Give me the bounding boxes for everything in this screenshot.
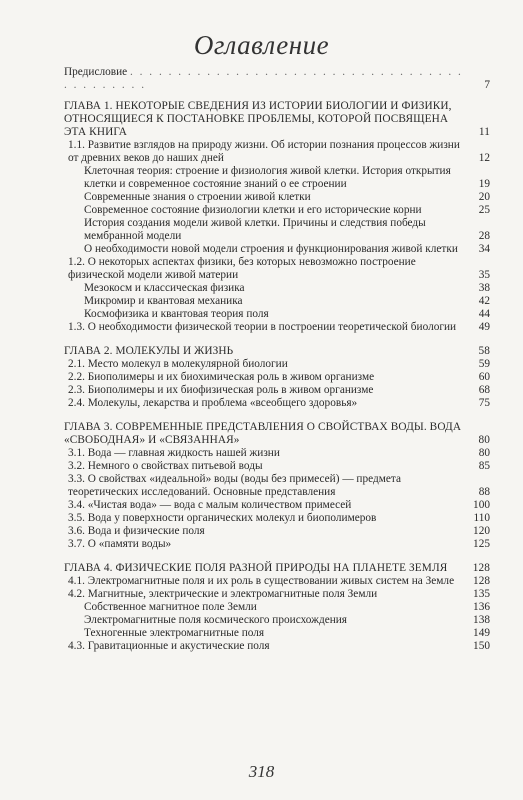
toc-section-2-1 [64,358,490,371]
toc-page-number: 135 [473,588,490,600]
toc-entry-text: 1.1. Развитие взглядов на природу жизни. Об истории познания процессов жизни от древних веков до наших дней [68,139,460,164]
toc-entry-text: ГЛАВА 3. СОВРЕМЕННЫЕ ПРЕДСТАВЛЕНИЯ О СВОЙСТВАХ ВОДЫ. ВОДА «СВОБОДНАЯ» И «СВЯЗАННАЯ» [64,421,462,446]
toc-section-1-3 [64,321,490,334]
toc-section-3-2 [64,460,490,473]
toc-entry-text: 1.3. О необходимости физической теории в построении теоретической биологии [68,321,457,333]
toc-page-number: 136 [473,601,490,613]
toc-entry-text: 2.3. Биополимеры и их биофизическая роль в живом организме [68,384,374,396]
toc-entry-text: 4.1. Электромагнитные поля и их роль в существовании живых систем на Земле [68,575,455,587]
toc-page-number: 59 [478,358,490,370]
toc-entry-text: 3.2. Немного о свойствах питьевой воды [68,460,263,472]
toc-page-number: 138 [473,614,490,626]
toc-entry-text: О необходимости новой модели строения и функционирования живой клетки [84,243,458,255]
toc-page-number: 20 [478,191,490,203]
toc-entry-text: История создания модели живой клетки. Причины и следствия победы мембранной модели [84,217,426,242]
toc-page-number: 38 [478,282,490,294]
toc-section-4-2 [64,588,490,601]
toc-section-3-6 [64,525,490,538]
toc-page-number: 28 [478,230,490,242]
toc-page-number: 49 [478,321,490,333]
toc-page-number: 68 [478,384,490,396]
toc-page-number: 100 [473,499,490,511]
toc-section-1-2 [64,256,490,282]
toc-page-number: 19 [478,178,490,190]
toc-page-number: 11 [478,126,490,138]
table-of-contents [64,66,490,653]
toc-entry-preface [64,66,490,92]
toc-page-number: 128 [473,575,490,587]
toc-section-3-5 [64,512,490,525]
toc-subsection [64,191,490,204]
toc-entry-text: 2.2. Биополимеры и их биохимическая роль в живом организме [68,371,375,383]
toc-section-3-4 [64,499,490,512]
toc-chapter-1 [64,100,490,139]
toc-page-number: 7 [484,79,490,91]
toc-page-number: 42 [478,295,490,307]
toc-section-3-1 [64,447,490,460]
toc-subsection [64,601,490,614]
toc-page-number: 25 [478,204,490,216]
toc-page-number: 44 [478,308,490,320]
toc-entry-text: Собственное магнитное поле Земли [84,601,257,613]
toc-subsection [64,282,490,295]
toc-entry-text: 3.3. О свойствах «идеальной» воды (воды без примесей) — предмета теоретических исследований. Основные представления [68,473,401,498]
toc-entry-text: ГЛАВА 4. ФИЗИЧЕСКИЕ ПОЛЯ РАЗНОЙ ПРИРОДЫ НА ПЛАНЕТЕ ЗЕМЛЯ [64,562,448,574]
toc-entry-text: ГЛАВА 1. НЕКОТОРЫЕ СВЕДЕНИЯ ИЗ ИСТОРИИ БИОЛОГИИ И ФИЗИКИ, ОТНОСЯЩИЕСЯ К ПОСТАНОВКЕ ПРОБЛЕМЫ, КОТОРОЙ ПОСВЯЩЕНА ЭТА КНИГА [64,100,452,138]
toc-entry-text: Современное состояние физиологии клетки и его исторические корни [84,204,422,216]
toc-entry-text: 3.5. Вода у поверхности органических молекул и биополимеров [68,512,377,524]
toc-entry-text: 3.4. «Чистая вода» — вода с малым количеством примесей [68,499,352,511]
toc-section-2-4 [64,397,490,410]
toc-subsection [64,204,490,217]
toc-entry-text: Космофизика и квантовая теория поля [84,308,269,320]
toc-entry-text: 4.2. Магнитные, электрические и электромагнитные поля Земли [68,588,378,600]
toc-page-number: 80 [478,447,490,459]
toc-page-number: 35 [478,269,490,281]
toc-section-3-3 [64,473,490,499]
toc-page-number: 128 [472,562,490,574]
toc-section-4-3 [64,640,490,653]
toc-entry-text: 4.3. Гравитационные и акустические поля [68,640,270,652]
toc-subsection [64,217,490,243]
toc-section-4-1 [64,575,490,588]
toc-page-number: 85 [478,460,490,472]
toc-entry-text: 3.7. О «памяти воды» [68,538,172,550]
page-number: 318 [248,762,275,781]
toc-page-number: 75 [478,397,490,409]
toc-subsection [64,243,490,256]
toc-chapter-2 [64,345,490,358]
toc-page-number: 80 [478,434,490,446]
toc-page-number: 12 [478,152,490,164]
toc-subsection [64,627,490,640]
toc-section-2-3 [64,384,490,397]
toc-entry-text: Электромагнитные поля космического происхождения [84,614,348,626]
toc-section-3-7 [64,538,490,551]
toc-entry-text: Современные знания о строении живой клетки [84,191,311,203]
toc-page-number: 120 [473,525,490,537]
toc-entry-text: 3.6. Вода и физические поля [68,525,205,537]
toc-entry-text: Клеточная теория: строение и физиология живой клетки. История открытия клетки и современное состояние знаний о ее строении [84,165,451,190]
toc-page-number: 150 [473,640,490,652]
toc-entry-text: Техногенные электромагнитные поля [84,627,265,639]
toc-page-number: 88 [478,486,490,498]
toc-page-number: 58 [478,345,490,357]
toc-entry-text: 2.1. Место молекул в молекулярной биологии [68,358,288,370]
page-title: Оглавление [193,30,330,60]
toc-chapter-3 [64,421,490,447]
toc-chapter-4 [64,562,490,575]
toc-page-number: 110 [473,512,490,524]
toc-section-2-2 [64,371,490,384]
toc-section-1-1 [64,139,490,165]
toc-page-number: 34 [478,243,490,255]
toc-subsection [64,295,490,308]
toc-subsection [64,614,490,627]
toc-page-number: 125 [473,538,490,550]
toc-entry-text: Микромир и квантовая механика [84,295,243,307]
leader-dots: . . . . . . . . . . . . . . . . . . . . . . . . . . . . . . . . . . . . . . . . . . . . [64,66,463,91]
toc-subsection [64,308,490,321]
toc-entry-text: Мезокосм и классическая физика [84,282,245,294]
toc-entry-text: ГЛАВА 2. МОЛЕКУЛЫ И ЖИЗНЬ [64,345,234,357]
toc-page-number: 60 [478,371,490,383]
toc-subsection [64,165,490,191]
toc-entry-text: Предисловие [64,66,128,78]
toc-page-number: 149 [473,627,490,639]
toc-entry-text: 2.4. Молекулы, лекарства и проблема «всеобщего здоровья» [68,397,358,409]
toc-entry-text: 1.2. О некоторых аспектах физики, без которых невозможно построение физической модели живой материи [68,256,416,281]
toc-entry-text: 3.1. Вода — главная жидкость нашей жизни [68,447,280,459]
